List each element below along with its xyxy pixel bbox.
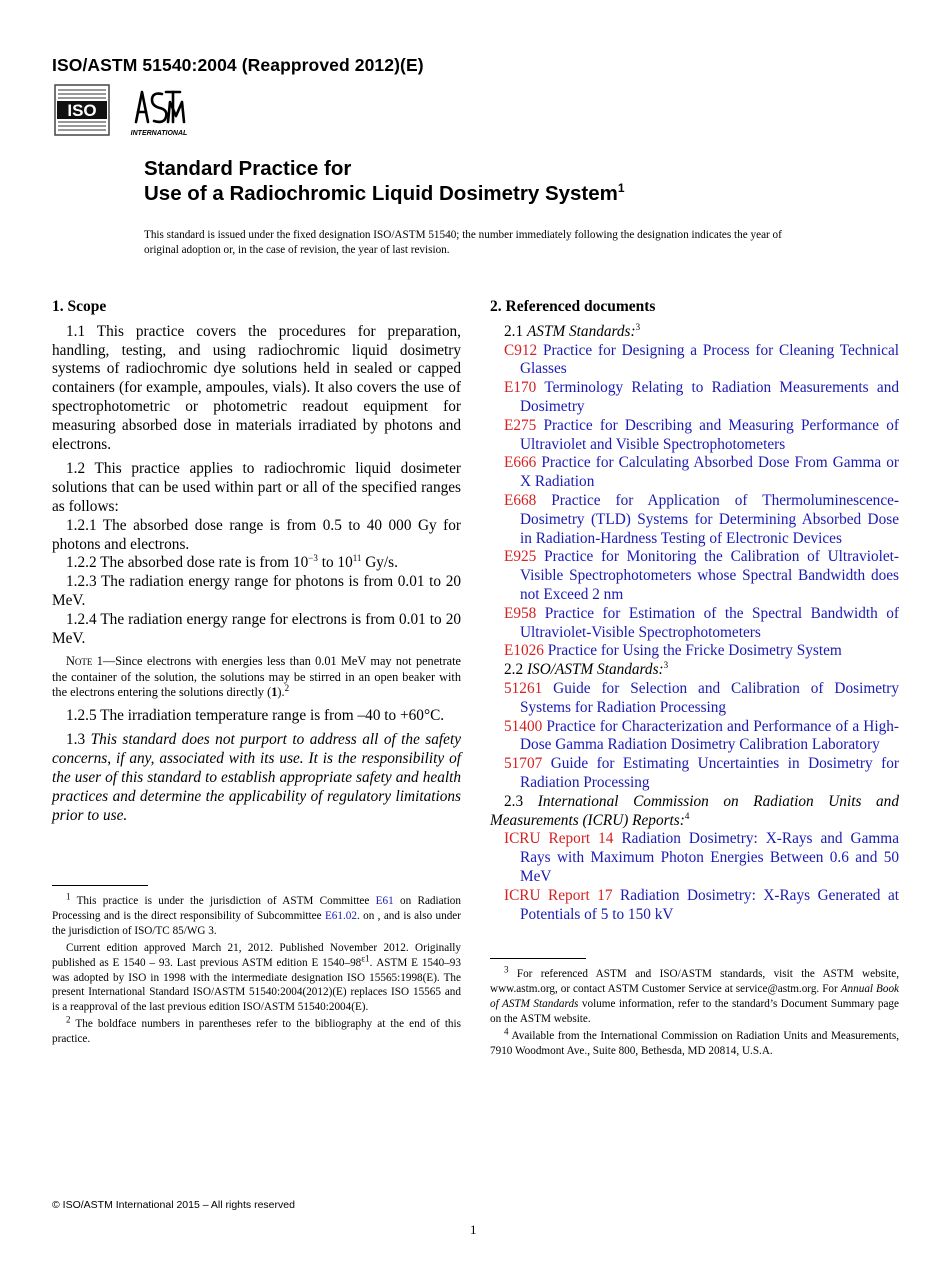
reference-item[interactable]: ICRU Report 17 Radiation Dosimetry: X-Rays Generated at Potentials of 5 to 150 kV — [504, 886, 899, 923]
right-column — [490, 298, 899, 924]
reference-item[interactable]: 51400 Practice for Characterization and Performance of a High-Dose Gamma Radiation Dosimetry Calibration Laboratory — [504, 717, 899, 754]
svg-text:INTERNATIONAL: INTERNATIONAL — [130, 130, 188, 137]
left-column — [52, 298, 461, 831]
svg-text:ISO: ISO — [67, 101, 97, 120]
title-footnote-mark[interactable]: 1 — [617, 181, 625, 196]
bibliography-ref[interactable]: 1 — [271, 685, 278, 700]
reference-item[interactable]: E958 Practice for Estimation of the Spectral Bandwidth of Ultraviolet-Visible Spectrophotometers — [504, 604, 900, 641]
iso-logo — [54, 84, 110, 136]
reference-item[interactable]: E170 Terminology Relating to Radiation Measurements and Dosimetry — [504, 379, 899, 415]
subcommittee-link[interactable]: E61.02 — [324, 909, 357, 922]
footnotes-right — [490, 964, 900, 1060]
footnote-1: $^1$ This practice is under the jurisdiction of ASTM Committee E61 on Radiation Processing and is the direct responsibility of Subcommittee E61.02. on , and is also under the jurisdiction of ISO/TC 85/WG 3. — [52, 891, 462, 937]
astm-logo — [128, 84, 190, 138]
scope-heading: 1. Scope — [52, 298, 107, 315]
designation-notice: This standard is issued under the fixed designation ISO/ASTM 51540; the number immediately following the designation indicates the year of original adoption or, in the case of revision, the year of last revision. — [144, 229, 782, 256]
footnote-divider-right — [490, 958, 586, 959]
isoastm-standards-list — [490, 680, 899, 793]
astm-standards-list — [490, 342, 899, 662]
copyright-notice: © ISO/ASTM International 2015 – All rights reserved — [52, 1199, 295, 1211]
page-number: 1 — [470, 1222, 477, 1237]
footnote-1-edition: Current edition approved March 21, 2012. Published November 2012. Originally published as E 1540 – 93. Last previous ASTM edition E $1540-98^{\varepsilon 1}$. ASTM E 1540–93 was adopted by ISO in 1998 with the intermediate designation ISO 15565:1998(E). The present International Standard ISO/ASTM 51540:2004(2012)(E) replaces ISO 15565 and is a reapproval of the last previous edition ISO/ASTM 51540:2004(E). — [52, 941, 461, 1014]
reference-item[interactable]: E668 Practice for Application of Thermoluminescence-Dosimetry (TLD) Systems for Determining Absorbed Dose in Radiation-Hardness Testing of Electronic Devices — [504, 491, 899, 547]
note-1: Note 1—Since electrons with energies less than 0.01 MeV may not penetrate the container of the solution, the solutions may be stirred in an open beaker with the electrons entering the solutions directly (1).$^2$ — [52, 654, 461, 700]
astm-standards-heading: 2.1 ASTM Standards:$^3$ — [504, 321, 641, 340]
paragraph-1-2: 1.2 This practice applies to radiochromic liquid dosimeter solutions that can be used within part or all of the specified ranges as follows: — [52, 460, 461, 515]
footnote-4: $^4$ Available from the International Commission on Radiation Units and Measurements, 7910 Woodmont Ave., Suite 800, Bethesda, MD 20814, U.S.A. — [490, 1025, 899, 1057]
paragraph-1-3: 1.3 This standard does not purport to address all of the safety concerns, if any, associated with its use. It is the responsibility of the user of this standard to establish appropriate safety and health practices and determine the applicability of regulatory limitations prior to use. — [52, 731, 461, 824]
isoastm-standards-heading: 2.2 ISO/ASTM Standards:$^3$ — [504, 660, 669, 679]
footnote-2-mark[interactable]: 2 — [284, 683, 290, 694]
paragraph-1-2-1: 1.2.1 The absorbed dose range is from 0.5 to 40 000 Gy for photons and electrons. — [52, 516, 461, 553]
referenced-documents-heading: 2. Referenced documents — [490, 298, 656, 315]
reference-item[interactable]: 51707 Guide for Estimating Uncertainties in Dosimetry for Radiation Processing — [504, 755, 899, 791]
paragraph-1-1: 1.1 This practice covers the procedures for preparation, handling, testing, and using radiochromic liquid dosimetry systems of radiochromic dye solutions held in sealed or capped containers (for example, ampoules, vials). It also covers the use of spectrophotometric or photometric readout equipment for measuring absorbed dose in materials irradiated by photons and electrons. — [52, 322, 461, 453]
footnote-3: $^3$ For referenced ASTM and ISO/ASTM standards, visit the ASTM website, www.astm.org, or contact ASTM Customer Service at service@astm.org. For Annual Book of ASTM Standards volume information, refer to the standard’s Document Summary page on the ASTM website. — [490, 964, 900, 1025]
reference-item[interactable]: E666 Practice for Calculating Absorbed Dose From Gamma or X Radiation — [504, 454, 899, 491]
footnote-divider-left — [52, 885, 148, 886]
paragraph-1-2-4: 1.2.4 The radiation energy range for electrons is from 0.01 to 20 MeV. — [52, 610, 461, 647]
paragraph-1-2-3: 1.2.3 The radiation energy range for photons is from 0.01 to 20 MeV. — [52, 573, 461, 609]
title-line-1: Standard Practice for — [144, 157, 352, 180]
icru-reports-heading: 2.3 International Commission on Radiation Units and Measurements (ICRU) Reports:$^4$ — [490, 792, 899, 829]
footnote-2: $^2$ The boldface numbers in parentheses refer to the bibliography at the end of this practice. — [52, 1014, 461, 1046]
reference-item[interactable]: 51261 Guide for Selection and Calibration of Dosimetry Systems for Radiation Processing — [504, 679, 899, 716]
paragraph-1-2-5: 1.2.5 The irradiation temperature range is from –40 to +60°C. — [66, 706, 445, 724]
reference-item[interactable]: ICRU Report 14 Radiation Dosimetry: X-Rays and Gamma Rays with Maximum Photon Energies Between 0.6 and 50 MeV — [504, 830, 899, 885]
paragraph-1-2-2: 1.2.2 The absorbed dose rate is from $10^{-3}$ to $10^{11}$ Gy/s. — [66, 553, 398, 572]
title-line-2: Use of a Radiochromic Liquid Dosimetry System$^1$ — [144, 181, 625, 205]
footnotes-left — [52, 891, 462, 1049]
document-title — [144, 156, 625, 206]
committee-link[interactable]: E61 — [375, 895, 394, 907]
document-designation: ISO/ASTM 51540:2004 (Reapproved 2012)(E) — [52, 55, 424, 75]
icru-reports-list — [490, 830, 899, 924]
reference-item[interactable]: E275 Practice for Describing and Measuring Performance of Ultraviolet and Visible Spectrophotometers — [504, 416, 899, 453]
reference-item[interactable]: E1026 Practice for Using the Fricke Dosimetry System — [504, 642, 842, 660]
reference-item[interactable]: E925 Practice for Monitoring the Calibration of Ultraviolet-Visible Spectrophotometers whose Spectral Bandwidth does not Exceed 2 nm — [504, 548, 900, 603]
reference-item[interactable]: C912 Practice for Designing a Process for Cleaning Technical Glasses — [504, 341, 899, 378]
